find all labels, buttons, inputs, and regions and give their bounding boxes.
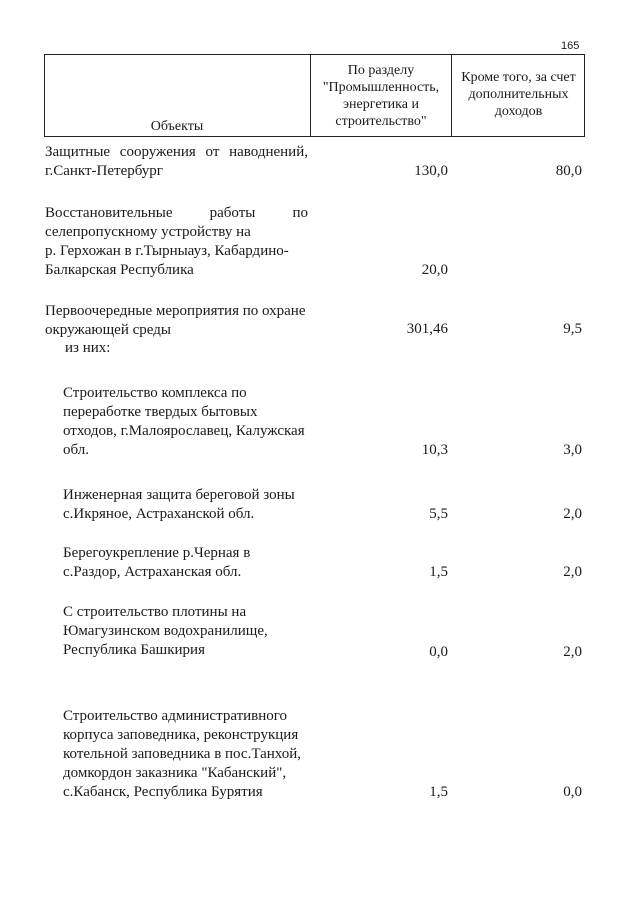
row-objects-line: Защитные сооружения от наводнений, [45, 144, 308, 160]
row-additional-value: 2,0 [563, 506, 582, 522]
header-objects: Объекты [150, 119, 204, 134]
row-objects-text: Первоочередные мероприятия по охране окружающей среды [45, 303, 306, 338]
row-section-value: 130,0 [414, 163, 448, 179]
row-section-value: 1,5 [429, 784, 448, 800]
row-additional-value: 9,5 [563, 321, 582, 337]
subitems-label: из них: [65, 340, 111, 356]
row-objects-text: г.Санкт-Петербург [45, 163, 163, 179]
row-objects-text: селепропускному устройству на р. Герхожан в г.Тырныауз, Кабардино- Балкарская Республика [45, 224, 289, 278]
row-section-value: 0,0 [429, 644, 448, 660]
row-section-value: 1,5 [429, 564, 448, 580]
row-objects-text: Строительство комплекса по переработке твердых бытовых отходов, г.Малоярославец, Калужская обл. [63, 385, 305, 458]
row-objects-text: Строительство административного корпуса заповедника, реконструкция котельной заповедника в пос.Танхой, домкордон заказника "Кабанский", с.Кабанск, Республика Бурятия [63, 708, 302, 800]
row-objects-line: Восстановительные работы по [45, 205, 308, 221]
row-additional-value: 2,0 [563, 564, 582, 580]
header-section: По разделу "Промышленность, энергетика и строительство" [322, 63, 440, 129]
row-objects-text: С строительство плотины на Юмагузинском водохранилище, Республика Башкирия [63, 604, 268, 658]
row-additional-value: 80,0 [555, 163, 582, 179]
row-section-value: 20,0 [421, 262, 448, 278]
row-section-value: 301,46 [406, 321, 448, 337]
row-section-value: 5,5 [429, 506, 448, 522]
row-objects-text: Инженерная защита береговой зоны с.Икряное, Астраханской обл. [63, 487, 295, 522]
row-additional-value: 0,0 [563, 784, 582, 800]
row-additional-value: 3,0 [563, 442, 582, 458]
row-additional-value: 2,0 [563, 644, 582, 660]
row-objects-text: Берегоукрепление р.Черная в с.Раздор, Астраханская обл. [63, 545, 251, 580]
row-section-value: 10,3 [421, 442, 448, 458]
page-number: 165 [561, 40, 580, 52]
header-additional: Кроме того, за счет дополнительных доходов [461, 70, 576, 119]
